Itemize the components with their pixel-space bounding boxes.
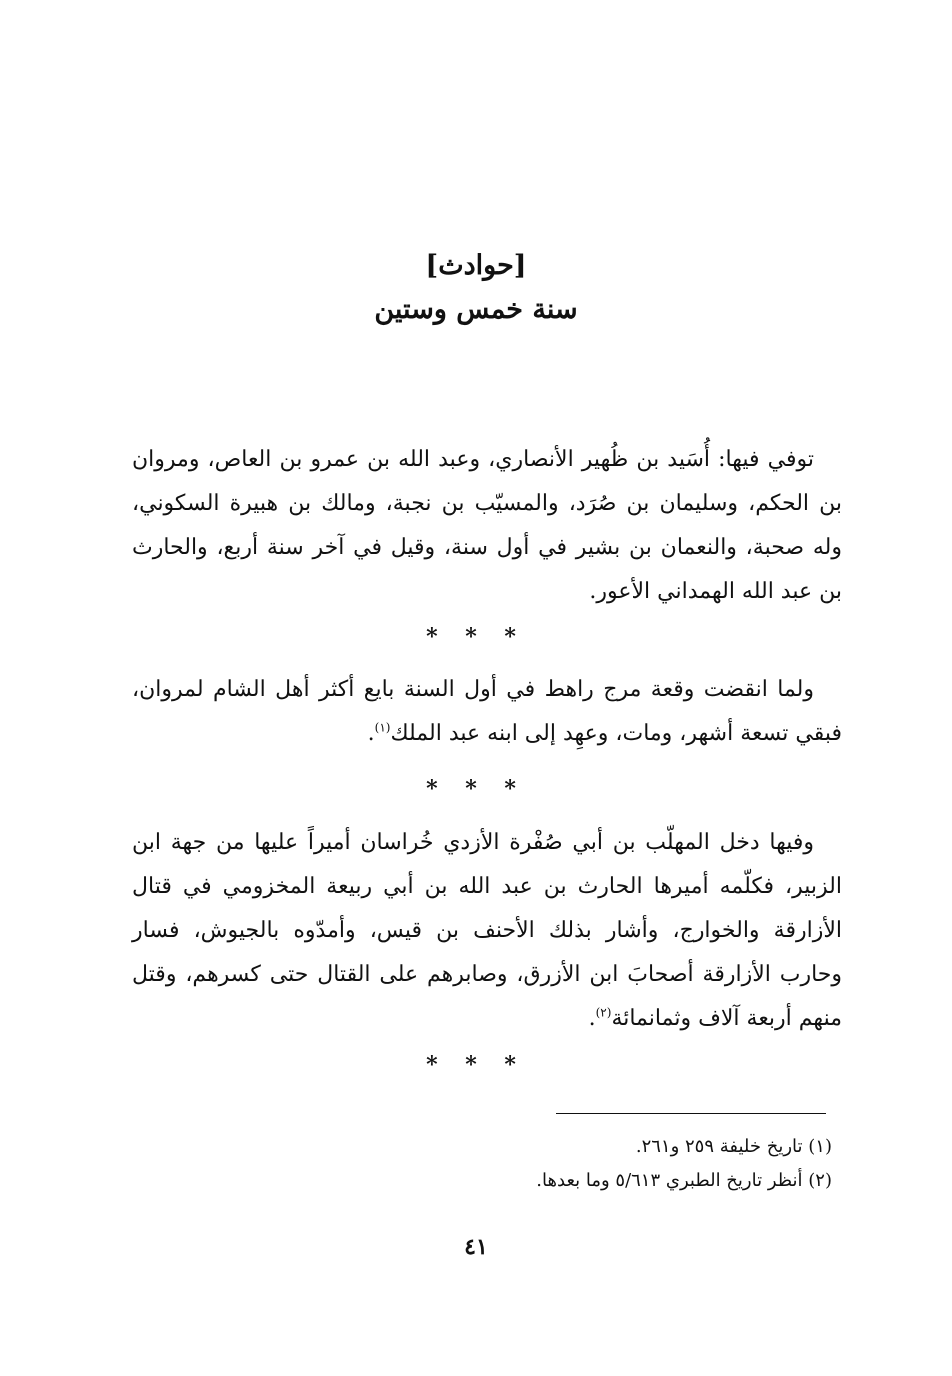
paragraph-end: .	[588, 1006, 596, 1031]
footnotes	[300, 1130, 832, 1198]
paragraph-text: ولما انقضت وقعة مرج راهط في أول السنة بايع أكثر أهل الشام لمروان، فبقي تسعة أشهر، ومات، وعهِد إلى ابنه عبد الملك	[132, 677, 842, 746]
paragraph-end: .	[367, 721, 375, 746]
paragraph-muhallab	[132, 821, 842, 1041]
paragraph-deaths	[132, 438, 842, 614]
section-separator: * * *	[426, 624, 526, 650]
footnote-1: (١) تاريخ خليفة ٢٥٩ و٢٦١.	[635, 1136, 832, 1157]
paragraph-body	[132, 821, 842, 1041]
footnote-ref: (٢)	[595, 1005, 612, 1020]
footnote-ref: (١)	[374, 720, 391, 735]
footnote-2: (٢) أنظر تاريخ الطبري ٥/٦١٣ وما بعدها.	[536, 1170, 832, 1191]
paragraph-text: توفي فيها: أُسَيد بن ظُهير الأنصاري، وعبد الله بن عمرو بن العاص، ومروان بن الحكم، وسليمان بن صُرَد، والمسيّب بن نجبة، ومالك بن هبيرة السكوني، وله صحبة، والنعمان بن بشير في أول سنة، وقيل في آخر سنة أربع، والحارث بن عبد الله الهمداني الأعور.	[132, 447, 842, 604]
section-separator: * * *	[426, 1052, 526, 1078]
footnote-divider	[556, 1113, 826, 1114]
page-number: ٤١	[464, 1234, 488, 1260]
year-heading: سنة خمس وستين	[374, 294, 578, 325]
paragraph-marwan	[132, 668, 842, 756]
section-title: [حوادث]	[425, 250, 527, 281]
section-separator: * * *	[426, 776, 526, 802]
paragraph-body	[132, 668, 842, 756]
paragraph-text: وفيها دخل المهلّب بن أبي صُفْرة الأزدي خُراسان أميراً عليها من جهة ابن الزبير، فكلّمه أميرها الحارث بن عبد الله بن أبي ربيعة المخزومي في قتال الأزارقة والخوارج، وأشار بذلك الأحنف بن قيس، وأمدّوه بالجيوش، فسار وحارب الأزارقة أصحابَ ابن الأزرق، وصابرهم على القتال حتى كسرهم، وقتل منهم أربعة آلاف وثمانمائة	[132, 830, 842, 1031]
